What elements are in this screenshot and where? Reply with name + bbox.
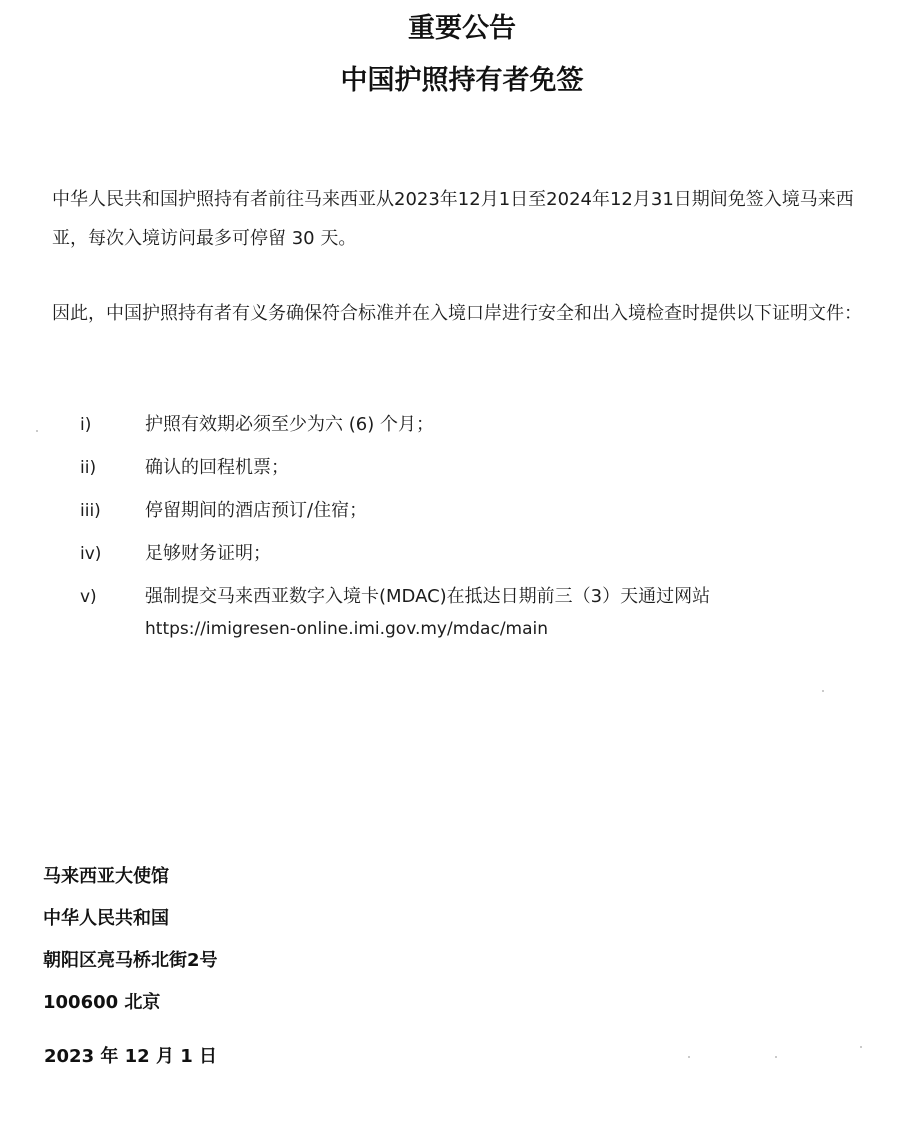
list-item — [80, 453, 880, 483]
scan-speck — [36, 430, 38, 432]
list-item-text: 护照有效期必须至少为六 (6) 个月； — [145, 414, 434, 435]
address-line-street: 朝阳区亮马桥北街2号 — [43, 950, 218, 971]
list-marker: iv) — [80, 544, 102, 564]
list-item-text: 确认的回程机票； — [145, 457, 289, 478]
address-line-embassy: 马来西亚大使馆 — [43, 866, 169, 887]
list-item — [80, 582, 880, 646]
paragraph-visa-exemption: 中华人民共和国护照持有者前往马来西亚从2023年12月1日至2024年12月31日期间免签入境马来西亚，每次入境访问最多可停留 30 天。 — [52, 189, 854, 249]
list-item-text: 足够财务证明； — [145, 543, 271, 564]
notice-subtitle: 中国护照持有者免签 — [340, 65, 584, 96]
list-item — [80, 496, 880, 526]
list-item-text: 停留期间的酒店预订/住宿； — [145, 500, 368, 521]
list-item — [80, 410, 880, 440]
scan-speck — [822, 690, 824, 692]
list-marker: v) — [80, 587, 97, 607]
list-marker: iii) — [80, 501, 101, 521]
scan-speck — [860, 1046, 862, 1048]
list-marker: ii) — [80, 458, 97, 478]
address-line-country: 中华人民共和国 — [43, 908, 169, 929]
mdac-url: https://imigresen-online.imi.gov.my/mdac/main — [145, 619, 549, 639]
address-line-postcode-city: 100600 北京 — [43, 992, 161, 1013]
scan-speck — [775, 1056, 777, 1058]
notice-date: 2023 年 12 月 1 日 — [44, 1046, 218, 1067]
embassy-address — [43, 856, 218, 1024]
list-item — [80, 539, 880, 569]
list-item-text — [145, 582, 825, 646]
list-marker: i) — [80, 415, 92, 435]
paragraph-obligations: 因此，中国护照持有者有义务确保符合标准并在入境口岸进行安全和出入境检查时提供以下证明文件： — [52, 303, 862, 324]
scan-speck — [688, 1056, 690, 1058]
mdac-requirement-text: 强制提交马来西亚数字入境卡(MDAC)在抵达日期前三（3）天通过网站 — [145, 586, 711, 607]
requirements-list — [80, 410, 880, 659]
notice-title: 重要公告 — [408, 13, 516, 44]
